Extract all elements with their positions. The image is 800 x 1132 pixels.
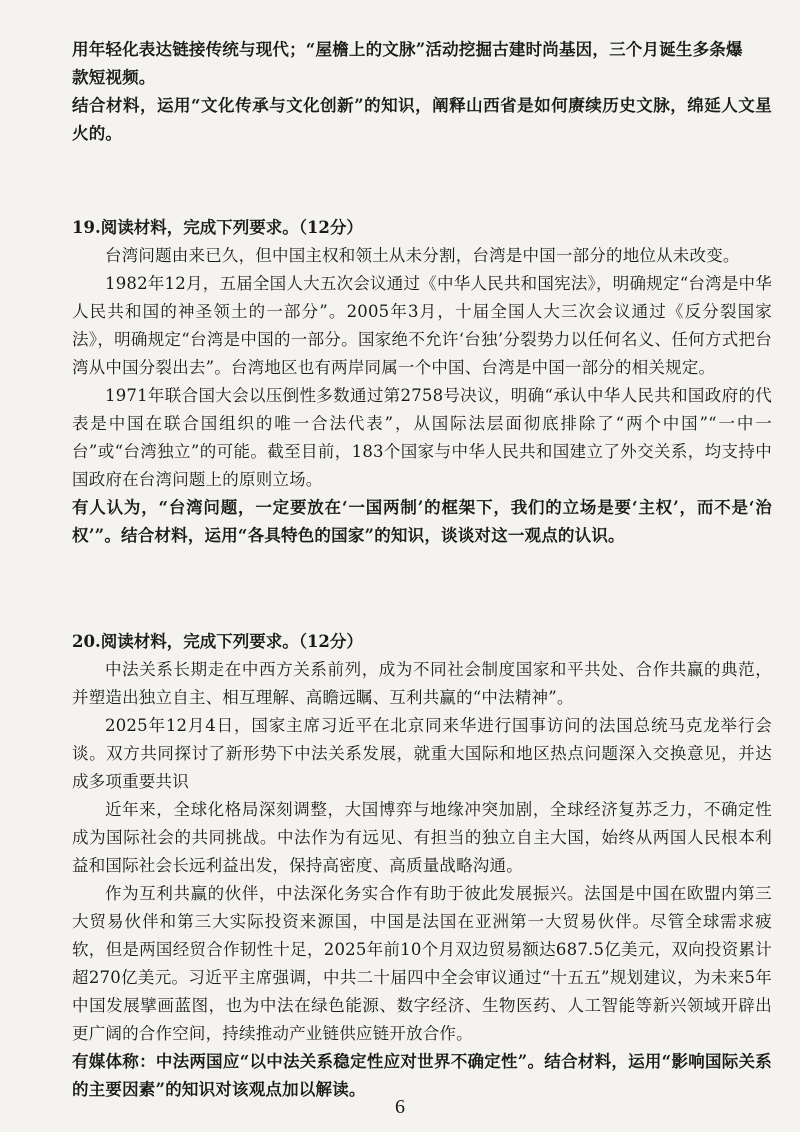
q19-paragraph-1: 台湾问题由来已久，但中国主权和领土从未分割，台湾是中国一部分的地位从未改变。 xyxy=(105,246,740,265)
q19-paragraph-2: 1982年12月，五届全国人大五次会议通过《中华人民共和国宪法》，明确规定“台湾是中华人民共和国的神圣领土的一部分”。2005年3月，十届全国人大三次会议通过《反分裂国家法》，明确规定“台湾是中国的一部分。国家绝不允许‘台独’分裂势力以任何名义、任何方式把台湾从中国分裂出去”。台湾地区也有两岸同属一个中国、台湾是中国一部分的相关规定。 xyxy=(72,274,772,377)
q19-paragraph-3: 1971年联合国大会以压倒性多数通过第2758号决议，明确“承认中华人民共和国政府的代表是中国在联合国组织的唯一合法代表”，从国际法层面彻底排除了“两个中国”“一中一台”或“台湾独立”的可能。截至目前，183个国家与中华人民共和国建立了外交关系，均支持中国政府在台湾问题上的原则立场。 xyxy=(72,386,772,489)
continued-text-line2: 款短视频。 xyxy=(72,68,156,87)
q19-heading: 19.阅读材料，完成下列要求。（12分） xyxy=(72,218,363,237)
q20-question: 有媒体称：中法两国应“以中法关系稳定性应对世界不确定性”。结合材料，运用“影响国际关系的主要因素”的知识对该观点加以解读。 xyxy=(72,1052,772,1099)
q20-paragraph-4: 作为互利共赢的伙伴，中法深化务实合作有助于彼此发展振兴。法国是中国在欧盟内第三大贸易伙伴和第三大实际投资来源国，中国是法国在亚洲第一大贸易伙伴。尽管全球需求疲软，但是两国经贸合作韧性十足，2025年前10个月双边贸易额达687.5亿美元，双向投资累计超270亿美元。习近平主席强调，中共二十届四中全会审议通过“十五五”规划建议，为未来5年中国发展擘画蓝图，也为中法在绿色能源、数字经济、生物医药、人工智能等新兴领域开辟出更广阔的合作空间，持续推动产业链供应链开放合作。 xyxy=(72,884,772,1043)
q18-question: 结合材料，运用“文化传承与文化创新”的知识，阐释山西省是如何赓续历史文脉，绵延人文星火的。 xyxy=(72,96,772,143)
q19-question: 有人认为，“台湾问题，一定要放在‘一国两制’的框架下，我们的立场是要‘主权’，而不是‘治权’”。结合材料，运用“各具特色的国家”的知识，谈谈对这一观点的认识。 xyxy=(72,498,772,545)
continued-text-line1: 用年轻化表达链接传统与现代；“屋檐上的文脉”活动挖掘古建时尚基因，三个月诞生多条爆 xyxy=(72,40,743,59)
q20-heading: 20.阅读材料，完成下列要求。（12分） xyxy=(72,632,363,651)
q20-paragraph-3: 近年来，全球化格局深刻调整，大国博弈与地缘冲突加剧，全球经济复苏乏力，不确定性成为国际社会的共同挑战。中法作为有远见、有担当的独立自主大国，始终从两国人民根本利益和国际社会长远利益出发，保持高密度、高质量战略沟通。 xyxy=(72,800,772,875)
q20-paragraph-2: 2025年12月4日，国家主席习近平在北京同来华进行国事访问的法国总统马克龙举行会谈。双方共同探讨了新形势下中法关系发展，就重大国际和地区热点问题深入交换意见，并达成多项重要共识 xyxy=(72,716,772,791)
page-number: 6 xyxy=(395,1096,405,1118)
question-20 xyxy=(72,628,772,1104)
question-19 xyxy=(72,214,772,550)
q20-paragraph-1: 中法关系长期走在中西方关系前列，成为不同社会制度国家和平共处、合作共赢的典范，并塑造出独立自主、相互理解、高瞻远瞩、互利共赢的“中法精神”。 xyxy=(72,660,772,707)
continued-question-block xyxy=(72,36,772,148)
